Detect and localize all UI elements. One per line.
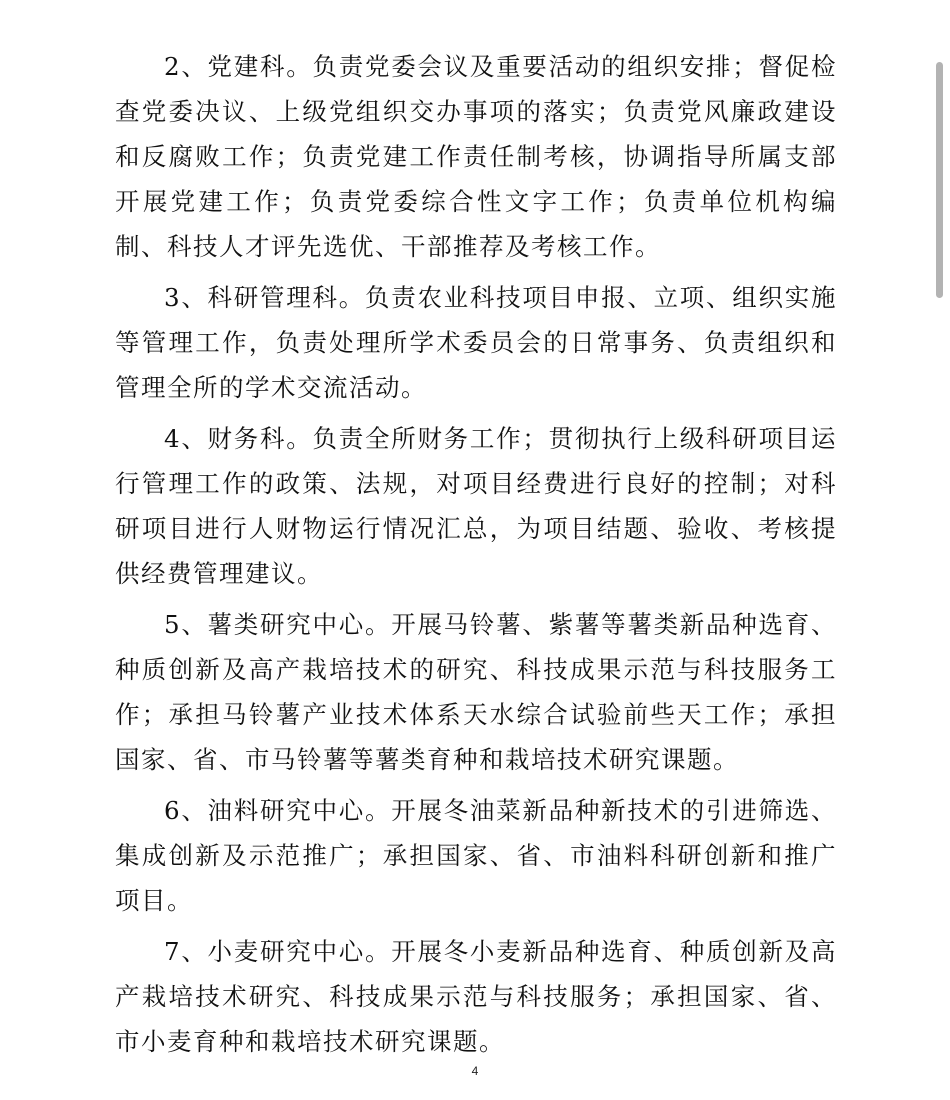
page-number: 4 — [471, 1064, 479, 1078]
paragraph-finance-section: 4、财务科。负责全所财务工作；贯彻执行上级科研项目运行管理工作的政策、法规，对项目经费进行良好的控制；对科研项目进行人财物运行情况汇总，为项目结题、验收、考核提供经费管理建议。 — [115, 424, 837, 588]
scrollbar-thumb[interactable] — [936, 62, 943, 298]
vertical-scrollbar[interactable] — [934, 0, 950, 1100]
paragraph-wheat-research-center: 7、小麦研究中心。开展冬小麦新品种选育、种质创新及高产栽培技术研究、科技成果示范与科技服务；承担国家、省、市小麦育种和栽培技术研究课题。 — [115, 937, 837, 1056]
paragraph-oilseed-research-center: 6、油料研究中心。开展冬油菜新品种新技术的引进筛选、集成创新及示范推广；承担国家、省、市油料科研创新和推广项目。 — [115, 796, 837, 915]
paragraph-party-building-section: 2、党建科。负责党委会议及重要活动的组织安排；督促检查党委决议、上级党组织交办事项的落实；负责党风廉政建设和反腐败工作；负责党建工作责任制考核，协调指导所属支部开展党建工作；负责党委综合性文字工作；负责单位机构编制、科技人才评先选优、干部推荐及考核工作。 — [115, 52, 837, 261]
document-body — [115, 44, 837, 1064]
paragraph-research-management-section: 3、科研管理科。负责农业科技项目申报、立项、组织实施等管理工作，负责处理所学术委员会的日常事务、负责组织和管理全所的学术交流活动。 — [115, 283, 837, 402]
paragraph-tuber-research-center: 5、薯类研究中心。开展马铃薯、紫薯等薯类新品种选育、种质创新及高产栽培技术的研究、科技成果示范与科技服务工作；承担马铃薯产业技术体系天水综合试验前些天工作；承担国家、省、市马铃薯等薯类育种和栽培技术研究课题。 — [115, 610, 837, 774]
